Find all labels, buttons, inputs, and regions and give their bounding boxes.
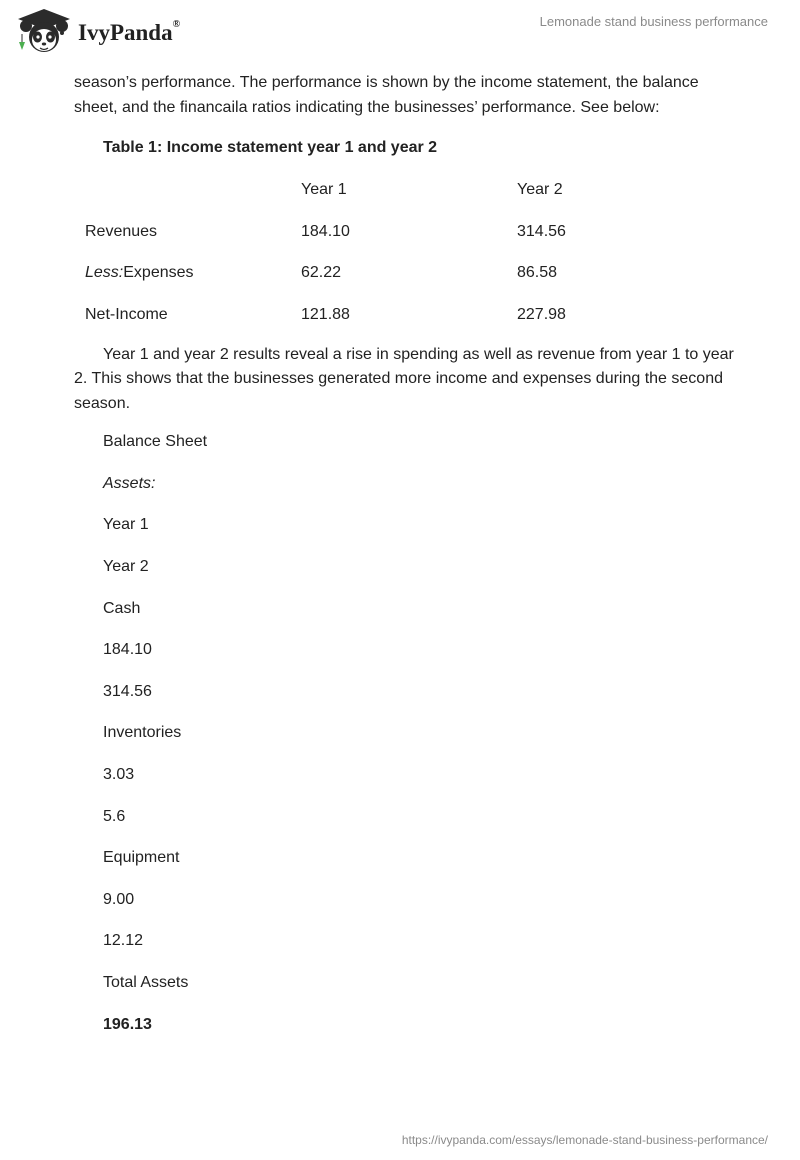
table-row	[74, 211, 717, 253]
year1-value: 121.88	[301, 305, 350, 323]
page-header	[0, 0, 800, 70]
balance-sheet-title: Balance Sheet	[103, 433, 208, 451]
year1-value: 184.10	[301, 222, 350, 240]
list-item: 5.6	[103, 807, 126, 825]
row-label	[74, 294, 290, 336]
list-item: 9.00	[103, 890, 135, 908]
list-item: Equipment	[103, 849, 180, 867]
source-url-link[interactable]: https://ivypanda.com/essays/lemonade-stand-business-performance/	[401, 1133, 768, 1147]
assets-heading: Assets:	[103, 474, 156, 492]
row-label-text: Revenues	[85, 222, 158, 240]
table-header-cell	[74, 169, 290, 211]
table-header-cell: Year 2	[517, 180, 563, 198]
year2-value: 86.58	[517, 264, 558, 282]
year2-value: 314.56	[517, 222, 566, 240]
list-item: 184.10	[103, 641, 152, 659]
list-item: Year 2	[103, 558, 149, 576]
list-item: Year 1	[103, 516, 149, 534]
table-row	[74, 252, 717, 294]
total-assets-value: 196.13	[103, 1015, 152, 1033]
list-item: Total Assets	[103, 973, 189, 991]
income-statement-table	[74, 169, 717, 336]
essay-content	[74, 71, 734, 1054]
row-label-text: Net-Income	[85, 305, 168, 323]
document-title: Lemonade stand business performance	[539, 14, 768, 29]
list-item: 314.56	[103, 682, 152, 700]
row-label	[74, 211, 290, 253]
list-item: Cash	[103, 599, 141, 617]
table-header-row	[74, 169, 717, 211]
table-row	[74, 294, 717, 336]
list-item: 12.12	[103, 932, 144, 950]
year2-value: 227.98	[517, 305, 566, 323]
logo-wordmark: IvyPanda®	[78, 19, 181, 45]
row-label-italic: Less:	[85, 264, 124, 282]
row-label	[74, 252, 290, 294]
panda-logo-icon	[16, 8, 72, 54]
balance-sheet-list	[74, 430, 734, 1054]
list-item: Inventories	[103, 724, 182, 742]
intro-paragraph: season’s performance. The performance is shown by the income statement, the balance sheet, and the financaila ratios indicating the businesses’ performance. See below:	[74, 74, 699, 116]
row-label-text: Expenses	[123, 264, 194, 282]
table-header-cell: Year 1	[301, 180, 347, 198]
year1-value: 62.22	[301, 264, 342, 282]
ivypanda-logo[interactable]	[16, 8, 216, 58]
registered-mark: ®	[172, 19, 181, 30]
list-item: 3.03	[103, 766, 135, 783]
table-caption: Table 1: Income statement year 1 and year 2	[103, 139, 438, 156]
results-paragraph: Year 1 and year 2 results reveal a rise in spending as well as revenue from year 1 to year 2. This shows that the businesses generated more income and expenses during the second season.	[74, 345, 734, 412]
